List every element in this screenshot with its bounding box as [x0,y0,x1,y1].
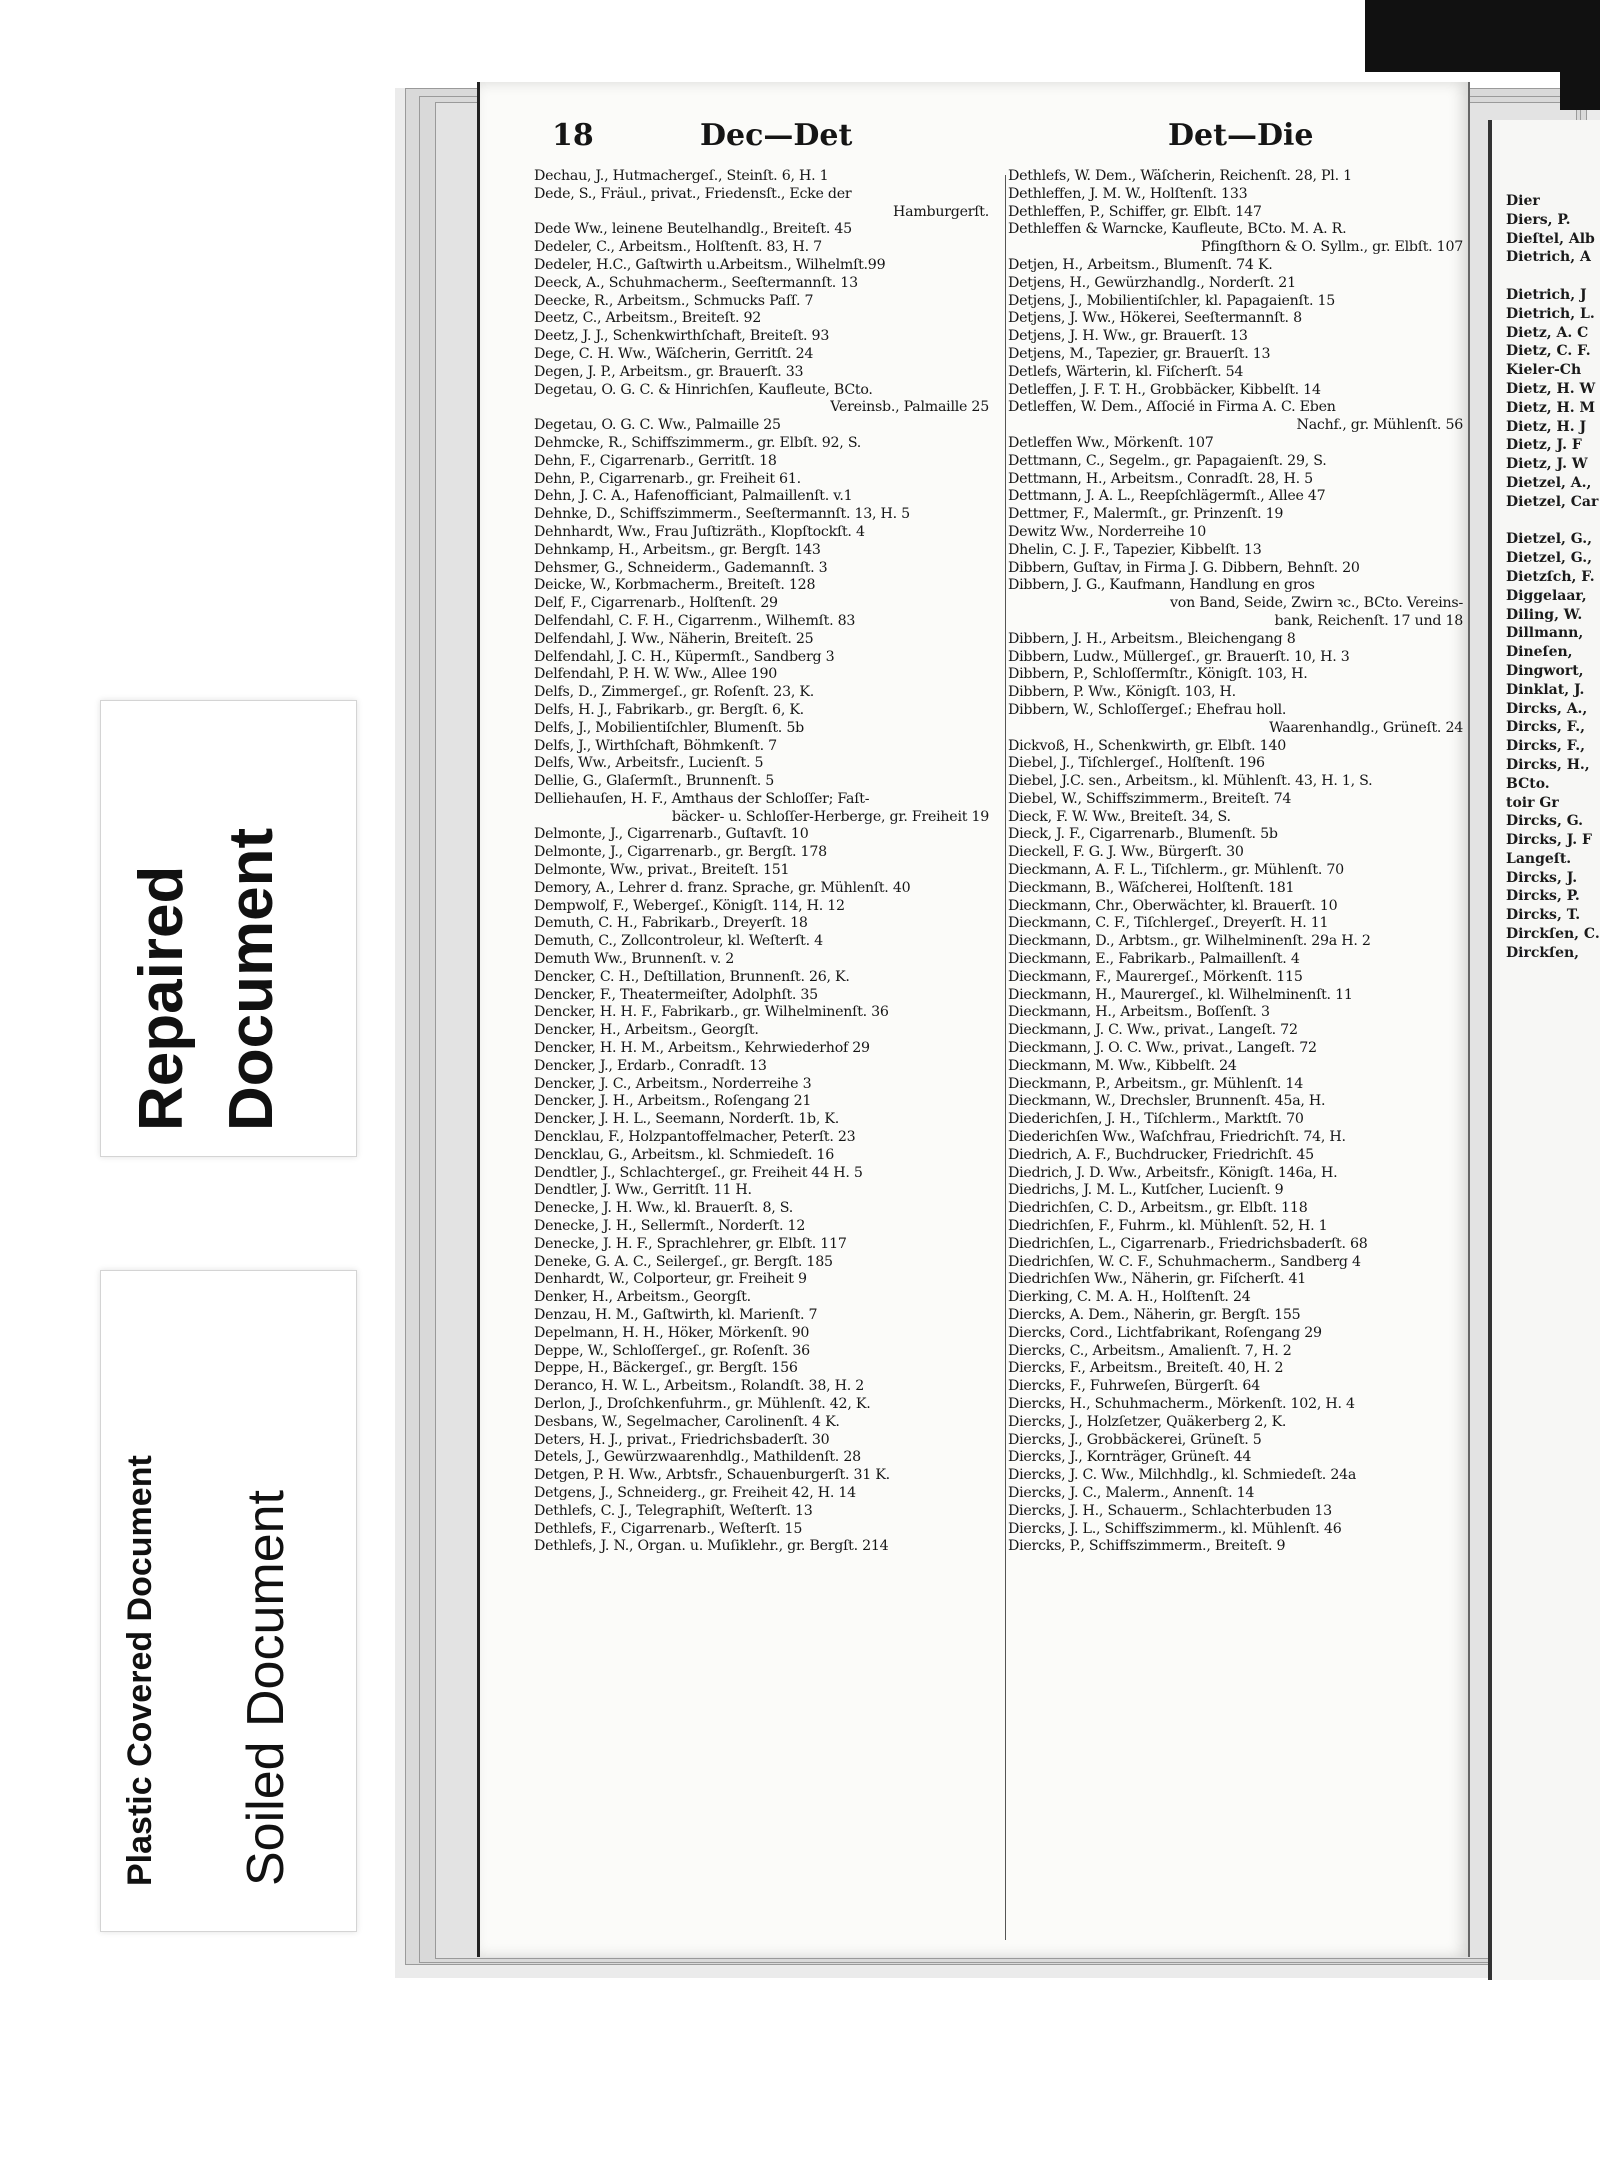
directory-entry: Dieckmann, H., Maurergeſ., kl. Wilhelminenſt. 11 [1008,986,1353,1003]
directory-entry: Dencker, H., Arbeitsm., Georgſt. [534,1022,759,1039]
column-divider [1005,175,1006,1940]
page-number: 18 [552,118,594,153]
directory-entry: Detlefs, Wärterin, kl. Fiſcherſt. 54 [1008,363,1244,380]
directory-entry: Dede, S., Fräul., privat., Friedensſt., Ecke der [534,185,852,202]
directory-entry: Denecke, J. H. Ww., kl. Brauerſt. 8, S. [534,1200,793,1217]
directory-entry: Diedrich, J. D. Ww., Arbeitsfr., Königſt. 146a, H. [1008,1164,1338,1181]
directory-entry: Dieckmann, P., Arbeitsm., gr. Mühlenſt. 14 [1008,1075,1303,1092]
directory-entry: Deetz, J. J., Schenkwirthſchaft, Breiteſt. 93 [534,328,830,345]
directory-entry: Deters, H. J., privat., Friedrichsbaderſt. 30 [534,1431,830,1448]
next-page-fragment: Dillmann, [1506,625,1584,642]
directory-entry: Dieckmann, H., Arbeitsm., Boſſenſt. 3 [1008,1004,1270,1021]
directory-entry: Denhardt, W., Colporteur, gr. Freiheit 9 [534,1271,807,1288]
directory-entry: Dieck, J. F., Cigarrenarb., Blumenſt. 5b [1008,826,1278,843]
directory-entry: Diercks, F., Fuhrweſen, Bürgerſt. 64 [1008,1378,1260,1395]
next-page-fragment: Dietz, H. W [1506,380,1596,397]
directory-entry: Demuth, C. H., Fabrikarb., Dreyerſt. 18 [534,915,808,932]
directory-entry: Diercks, J., Holzſetzer, Quäkerberg 2, K. [1008,1413,1287,1430]
directory-entry: Dieckmann, E., Fabrikarb., Palmaillenſt. 4 [1008,951,1300,968]
next-page-fragment: Kieler-Ch [1506,362,1582,379]
directory-entry: Diercks, P., Schiffszimmerm., Breiteſt. 9 [1008,1538,1286,1555]
next-page-fragment: Diers, P. [1506,211,1571,228]
directory-column-right [1008,168,1463,1556]
next-page-fragment: Dircks, F., [1506,719,1585,736]
next-page-fragment: Dieſtel, Alb [1506,230,1595,247]
directory-entry: Diedrich, A. F., Buchdrucker, Friedrichſt. 45 [1008,1146,1314,1163]
directory-entry: Dethlefs, F., Cigarrenarb., Weſterſt. 15 [534,1520,803,1537]
directory-entry: Dechau, J., Hutmachergeſ., Steinſt. 6, H. 1 [534,168,829,184]
directory-entry: Dieckell, F. G. J. Ww., Bürgerſt. 30 [1008,844,1244,861]
directory-entry: Diercks, C., Arbeitsm., Amalienſt. 7, H. 2 [1008,1342,1292,1359]
next-page-fragment: Dietz, A. C [1506,324,1589,341]
entry-continuation: Nachf., gr. Mühlenſt. 56 [1296,417,1463,434]
next-page-fragment: Dineſen, [1506,644,1573,661]
directory-entry: Dettmann, H., Arbeitsm., Conradſt. 28, H. 5 [1008,470,1313,487]
repaired-document-label [100,700,357,1157]
scanner-edge-right [1560,0,1600,110]
next-page-fragments [1492,120,1600,963]
next-page-fragment: Dietrich, A [1506,249,1591,266]
next-page-fragment: Dietz, C. F. [1506,343,1591,360]
directory-entry: Deeck, A., Schuhmacherm., Seeſtermannſt. 13 [534,274,858,291]
directory-entry: Dickvoß, H., Schenkwirth, gr. Elbſt. 140 [1008,737,1287,754]
directory-entry: Dempwolf, F., Webergeſ., Königſt. 114, H. 12 [534,897,845,914]
directory-entry: Dedeler, C., Arbeitsm., Holſtenſt. 83, H. 7 [534,239,822,256]
next-page-fragment: toir Gr [1506,794,1559,811]
next-page-fragment: Dietrich, J [1506,286,1587,303]
directory-entry: Dehnke, D., Schiffszimmerm., Seeſtermannſt. 13, H. 5 [534,506,910,523]
directory-entry: Detels, J., Gewürzwaarenhdlg., Mathildenſt. 28 [534,1449,861,1466]
directory-entry: Diebel, J.C. sen., Arbeitsm., kl. Mühlenſt. 43, H. 1, S. [1008,773,1373,790]
directory-entry: Diercks, J. C., Malerm., Annenſt. 14 [1008,1484,1255,1501]
directory-entry: Delfendahl, P. H. W. Ww., Allee 190 [534,666,778,683]
directory-entry: Dethleffen, P., Schiffer, gr. Elbſt. 147 [1008,203,1262,220]
directory-entry: Diebel, W., Schiffszimmerm., Breiteſt. 74 [1008,790,1292,807]
directory-entry: Degetau, O. G. C. Ww., Palmaille 25 [534,417,781,434]
next-page-fragment: Dircks, F., [1506,738,1585,755]
next-page-fragment: Langeſt. [1506,850,1572,867]
directory-entry: Diercks, J., Grobbäckerei, Grüneſt. 5 [1008,1431,1262,1448]
directory-entry: Dehnhardt, Ww., Frau Juſtizräth., Klopſtockſt. 4 [534,523,865,540]
directory-entry: Dellie, G., Glaſermſt., Brunnenſt. 5 [534,773,775,790]
next-page-fragment: Dietz, H. M [1506,399,1596,416]
directory-entry: Dibbern, P., Schloſſermſtr., Königſt. 103, H. [1008,666,1308,683]
directory-entry: Deecke, R., Arbeitsm., Schmucks Paſſ. 7 [534,292,814,309]
directory-entry: Delfs, H. J., Fabrikarb., gr. Bergſt. 6, K. [534,701,804,718]
repaired-label-line-2: Document [217,827,286,1131]
directory-entry: Dieckmann, C. F., Tiſchlergeſ., Dreyerſt. H. 11 [1008,915,1329,932]
directory-entry: Deppe, W., Schloſſergeſ., gr. Roſenſt. 36 [534,1342,810,1359]
plastic-covered-label: Plastic Covered Document [121,1455,159,1886]
directory-entry: Derlon, J., Droſchkenfuhrm., gr. Mühlenſt. 42, K. [534,1395,871,1412]
directory-entry: Diederichſen, J. H., Tiſchlerm., Marktſt. 70 [1008,1111,1304,1128]
directory-entry: Detjens, M., Tapezier, gr. Brauerſt. 13 [1008,345,1271,362]
directory-entry: Delfs, Ww., Arbeitsfr., Lucienſt. 5 [534,755,764,772]
directory-entry: Denecke, J. H. F., Sprachlehrer, gr. Elbſt. 117 [534,1235,847,1252]
directory-entry: Dethlefs, J. N., Organ. u. Muſiklehr., gr. Bergſt. 214 [534,1538,889,1555]
repaired-label-line-1: Repaired [127,865,196,1131]
directory-entry: Demuth Ww., Brunnenſt. v. 2 [534,951,735,968]
directory-entry: Dehn, J. C. A., Hafenofficiant, Palmaillenſt. v.1 [534,488,853,505]
entry-continuation: von Band, Seide, Zwirn ꝛc., BCto. Vereins- [1170,595,1463,612]
directory-entry: Degen, J. P., Arbeitsm., gr. Brauerſt. 33 [534,363,804,380]
directory-entry: Detjens, J. Ww., Hökerei, Seeſtermannſt. 8 [1008,310,1302,327]
directory-entry: Delfendahl, J. C. H., Küpermſt., Sandberg 3 [534,648,835,665]
directory-entry: Dieck, F. W. Ww., Breiteſt. 34, S. [1008,808,1231,825]
directory-entry: Diercks, J. L., Schiffszimmerm., kl. Mühlenſt. 46 [1008,1520,1342,1537]
directory-entry: Dede Ww., leinene Beutelhandlg., Breiteſt. 45 [534,221,852,238]
directory-entry: Dehn, F., Cigarrenarb., Gerritſt. 18 [534,452,777,469]
directory-entry: Dieckmann, W., Drechsler, Brunnenſt. 45a, H. [1008,1093,1326,1110]
next-page-fragment: Dietzel, G., [1506,531,1592,548]
next-page-fragment: Dircks, T. [1506,907,1581,924]
directory-entry: Deranco, H. W. L., Arbeitsm., Rolandſt. 38, H. 2 [534,1378,865,1395]
directory-entry: Dehnkamp, H., Arbeitsm., gr. Bergſt. 143 [534,541,821,558]
left-running-header: Dec—Det [700,118,853,153]
entry-continuation: bank, Reichenſt. 17 und 18 [1274,612,1463,629]
directory-entry: Diedrichſen, F., Fuhrm., kl. Mühlenſt. 52, H. 1 [1008,1218,1328,1235]
directory-entry: Delfendahl, C. F. H., Cigarrenm., Wilhemſt. 83 [534,612,856,629]
directory-entry: Dettmann, J. A. L., Reepſchlägermſt., Allee 47 [1008,488,1326,505]
directory-entry: Dehsmer, G., Schneiderm., Gademannſt. 3 [534,559,828,576]
directory-entry: Delmonte, J., Cigarrenarb., Guſtavſt. 10 [534,826,809,843]
directory-entry: Diedrichſen Ww., Näherin, gr. Fiſcherſt. 41 [1008,1271,1307,1288]
next-page-fragment: BCto. [1506,775,1550,792]
directory-entry: Detgen, P. H. Ww., Arbtsfr., Schauenburgerſt. 31 K. [534,1467,890,1484]
directory-entry: Diercks, J., Kornträger, Grüneſt. 44 [1008,1449,1252,1466]
directory-entry: Dibbern, W., Schloſſergeſ.; Ehefrau holl. [1008,701,1287,718]
directory-entry: Deppe, H., Bäckergeſ., gr. Bergſt. 156 [534,1360,798,1377]
next-page-fragment: Dietzſch, F. [1506,568,1595,585]
directory-entry: Diercks, F., Arbeitsm., Breiteſt. 40, H. 2 [1008,1360,1284,1377]
directory-entry: Diercks, J. H., Schauerm., Schlachterbuden 13 [1008,1502,1332,1519]
directory-entry: Dhelin, C. J. F., Tapezier, Kibbelſt. 13 [1008,541,1262,558]
directory-entry: Dieckmann, A. F. L., Tiſchlerm., gr. Mühlenſt. 70 [1008,862,1344,879]
directory-entry: Denker, H., Arbeitsm., Georgſt. [534,1289,751,1306]
next-page-fragment: Dietz, J. F [1506,437,1582,454]
directory-entry: Dencker, J. H. L., Seemann, Norderſt. 1b, K. [534,1111,839,1128]
directory-entry: Dehmcke, R., Schiffszimmerm., gr. Elbſt. 92, S. [534,434,862,451]
next-page-fragment: Dietz, H. J [1506,418,1587,435]
right-running-header: Det—Die [1168,118,1314,153]
directory-entry: Dege, C. H. Ww., Wäſcherin, Gerritſt. 24 [534,345,814,362]
directory-entry: Desbans, W., Segelmacher, Carolinenſt. 4 K. [534,1413,840,1430]
next-page-fragment: Dircks, J. F [1506,832,1592,849]
directory-entry: Diedrichſen, C. D., Arbeitsm., gr. Elbſt. 118 [1008,1200,1308,1217]
next-page-fragment: Diggelaar, [1506,587,1587,604]
directory-entry: Dethlefs, C. J., Telegraphiſt, Weſterſt. 13 [534,1502,813,1519]
directory-entry: Dethleffen & Warncke, Kaufleute, BCto. M. A. R. [1008,221,1347,238]
directory-entry: Delliehauſen, H. F., Amthaus der Schloſſer; Faſt- [534,790,870,807]
directory-entry: Dencker, C. H., Deſtillation, Brunnenſt. 26, K. [534,968,850,985]
directory-entry: Dethlefs, W. Dem., Wäſcherin, Reichenſt. 28, Pl. 1 [1008,168,1352,184]
directory-entry: Dencker, F., Theatermeiſter, Adolphſt. 35 [534,986,818,1003]
directory-entry: Dibbern, Ludw., Müllergeſ., gr. Brauerſt. 10, H. 3 [1008,648,1350,665]
entry-continuation: bäcker- u. Schloſſer-Herberge, gr. Freiheit 19 [671,808,989,825]
entry-continuation: Pfingſthorn & O. Syllm., gr. Elbſt. 107 [1201,239,1463,256]
directory-entry: Detjen, H., Arbeitsm., Blumenſt. 74 K. [1008,256,1273,273]
directory-entry: Detleffen, J. F. T. H., Grobbäcker, Kibbelſt. 14 [1008,381,1321,398]
directory-entry: Dettmann, C., Segelm., gr. Papagaienſt. 29, S. [1008,452,1327,469]
next-page-fragment: Dietrich, L. [1506,305,1595,322]
directory-entry: Deicke, W., Korbmacherm., Breiteſt. 128 [534,577,816,594]
directory-entry: Dieckmann, J. O. C. Ww., privat., Langeſt. 72 [1008,1040,1317,1057]
directory-entry: Dieckmann, M. Ww., Kibbelſt. 24 [1008,1057,1237,1074]
directory-entry: Deetz, C., Arbeitsm., Breiteſt. 92 [534,310,762,327]
directory-entry: Detgens, J., Schneiderg., gr. Freiheit 42, H. 14 [534,1484,856,1501]
directory-entry: Demory, A., Lehrer d. franz. Sprache, gr. Mühlenſt. 40 [534,879,911,896]
directory-entry: Dencker, J. C., Arbeitsm., Norderreihe 3 [534,1075,812,1092]
directory-entry: Diercks, Cord., Lichtfabrikant, Roſengang 29 [1008,1324,1322,1341]
next-page-fragment: Dirckſen, C. [1506,926,1600,943]
directory-entry: Dieckmann, D., Arbtsm., gr. Wilhelminenſt. 29a H. 2 [1008,933,1371,950]
directory-entry: Dibbern, J. G., Kaufmann, Handlung en gros [1008,577,1315,594]
directory-entry: Delfs, D., Zimmergeſ., gr. Roſenſt. 23, K. [534,684,814,701]
directory-entry: Diebel, J., Tiſchlergeſ., Holſtenſt. 196 [1008,755,1265,772]
directory-entry: Dieckmann, J. C. Ww., privat., Langeſt. 72 [1008,1022,1298,1039]
directory-entry: Dieckmann, Chr., Oberwächter, kl. Brauerſt. 10 [1008,897,1338,914]
directory-column-left [534,168,989,1556]
directory-entry: Deneke, G. A. C., Seilergeſ., gr. Bergſt. 185 [534,1253,833,1270]
directory-entry: Dencklau, F., Holzpantoffelmacher, Peterſt. 23 [534,1129,856,1146]
directory-entry: Detleffen Ww., Mörkenſt. 107 [1008,434,1214,451]
directory-entry: Denzau, H. M., Gaſtwirth, kl. Marienſt. 7 [534,1307,818,1323]
directory-entry: Dieckmann, B., Wäſcherei, Holſtenſt. 181 [1008,879,1295,896]
next-page-fragment [1492,512,1600,531]
directory-entry: Delfs, J., Wirthſchaft, Böhmkenſt. 7 [534,737,777,754]
next-page-fragment: Diling, W. [1506,606,1583,623]
directory-entry: Diedrichſen, W. C. F., Schuhmacherm., Sandberg 4 [1008,1253,1361,1270]
entry-continuation: Hamburgerſt. [892,203,989,220]
soiled-document-label: Soiled Document [237,1490,295,1886]
directory-entry: Dendtler, J. Ww., Gerritſt. 11 H. [534,1182,752,1199]
directory-entry: Dibbern, Guſtav, in Firma J. G. Dibbern, Behnſt. 20 [1008,559,1360,576]
directory-entry: Diederichſen Ww., Waſchfrau, Friedrichſt. 74, H. [1008,1129,1346,1146]
next-page-fragment [1492,267,1600,286]
directory-entry: Diedrichs, J. M. L., Kutſcher, Lucienſt. 9 [1008,1182,1284,1199]
next-page-edge [1488,120,1600,1980]
directory-entry: Dewitz Ww., Norderreihe 10 [1008,523,1207,540]
directory-entry: Diercks, A. Dem., Näherin, gr. Bergſt. 155 [1008,1307,1301,1323]
next-page-fragment: Dietzel, Car [1506,493,1599,510]
next-page-fragment: Dirckſen, [1506,944,1580,961]
directory-entry: Delmonte, Ww., privat., Breiteſt. 151 [534,862,790,879]
directory-entry: Dendtler, J., Schlachtergeſ., gr. Freiheit 44 H. 5 [534,1164,863,1181]
directory-entry: Dehn, P., Cigarrenarb., gr. Freiheit 61. [534,470,801,487]
directory-entry: Diedrichſen, L., Cigarrenarb., Friedrichsbaderſt. 68 [1008,1235,1368,1252]
directory-entry: Delf, F., Cigarrenarb., Holſtenſt. 29 [534,595,778,612]
directory-entry: Dibbern, P. Ww., Königſt. 103, H. [1008,684,1236,701]
next-page-fragment: Dircks, G. [1506,813,1584,830]
next-page-fragment: Dircks, A., [1506,700,1588,717]
directory-entry: Dibbern, J. H., Arbeitsm., Bleichengang 8 [1008,630,1296,647]
entry-continuation: Vereinsb., Palmaille 25 [830,399,989,416]
next-page-fragment: Dircks, P. [1506,888,1580,905]
directory-entry: Degetau, O. G. C. & Hinrichſen, Kaufleute, BCto. [534,381,873,398]
directory-entry: Delmonte, J., Cigarrenarb., gr. Bergſt. 178 [534,844,827,861]
directory-entry: Diercks, H., Schuhmacherm., Mörkenſt. 102, H. 4 [1008,1395,1355,1412]
directory-entry: Detleffen, W. Dem., Aſſocié in Firma A. C. Eben [1008,399,1336,416]
directory-entry: Dieckmann, F., Maurergeſ., Mörkenſt. 115 [1008,968,1303,985]
directory-entry: Dettmer, F., Malermſt., gr. Prinzenſt. 19 [1008,506,1284,523]
next-page-fragment: Dietzel, A., [1506,474,1592,491]
next-page-fragment: Dingwort, [1506,662,1584,679]
next-page-fragment: Dietzel, G., [1506,550,1592,567]
directory-entry: Depelmann, H. H., Höker, Mörkenſt. 90 [534,1324,810,1341]
directory-entry: Diercks, J. C. Ww., Milchhdlg., kl. Schmiedeſt. 24a [1008,1467,1357,1484]
directory-entry: Dedeler, H.C., Gaſtwirth u.Arbeitsm., Wilhelmſt.99 [534,256,886,273]
directory-entry: Dencker, J., Erdarb., Conradſt. 13 [534,1057,767,1074]
directory-entry: Dencklau, G., Arbeitsm., kl. Schmiedeſt. 16 [534,1146,835,1163]
directory-entry: Dencker, J. H., Arbeitsm., Roſengang 21 [534,1093,812,1110]
next-page-fragment: Dinklat, J. [1506,681,1585,698]
directory-entry: Dencker, H. H. M., Arbeitsm., Kehrwiederhof 29 [534,1040,870,1057]
directory-entry: Dethleffen, J. M. W., Holſtenſt. 133 [1008,185,1248,202]
next-page-fragment: Dier [1506,193,1540,209]
directory-entry: Delfs, J., Mobilientiſchler, Blumenſt. 5b [534,719,804,736]
directory-entry: Detjens, J. H. Ww., gr. Brauerſt. 13 [1008,328,1248,345]
next-page-fragment: Dircks, H., [1506,756,1590,773]
entry-continuation: Waarenhandlg., Grüneſt. 24 [1269,719,1463,736]
directory-entry: Dierking, C. M. A. H., Holſtenſt. 24 [1008,1289,1251,1306]
directory-entry: Detjens, J., Mobilientiſchler, kl. Papagaienſt. 15 [1008,292,1336,309]
directory-entry: Delfendahl, J. Ww., Näherin, Breiteſt. 25 [534,630,814,647]
directory-entry: Demuth, C., Zollcontroleur, kl. Weſterſt. 4 [534,933,823,950]
directory-entry: Detjens, H., Gewürzhandlg., Norderſt. 21 [1008,274,1296,291]
condition-labels-card [100,1270,357,1932]
directory-entry: Denecke, J. H., Sellermſt., Norderſt. 12 [534,1218,806,1235]
next-page-fragment: Dircks, J. [1506,869,1578,886]
next-page-fragment: Dietz, J. W [1506,456,1588,473]
directory-entry: Dencker, H. H. F., Fabrikarb., gr. Wilhelminenſt. 36 [534,1004,889,1021]
